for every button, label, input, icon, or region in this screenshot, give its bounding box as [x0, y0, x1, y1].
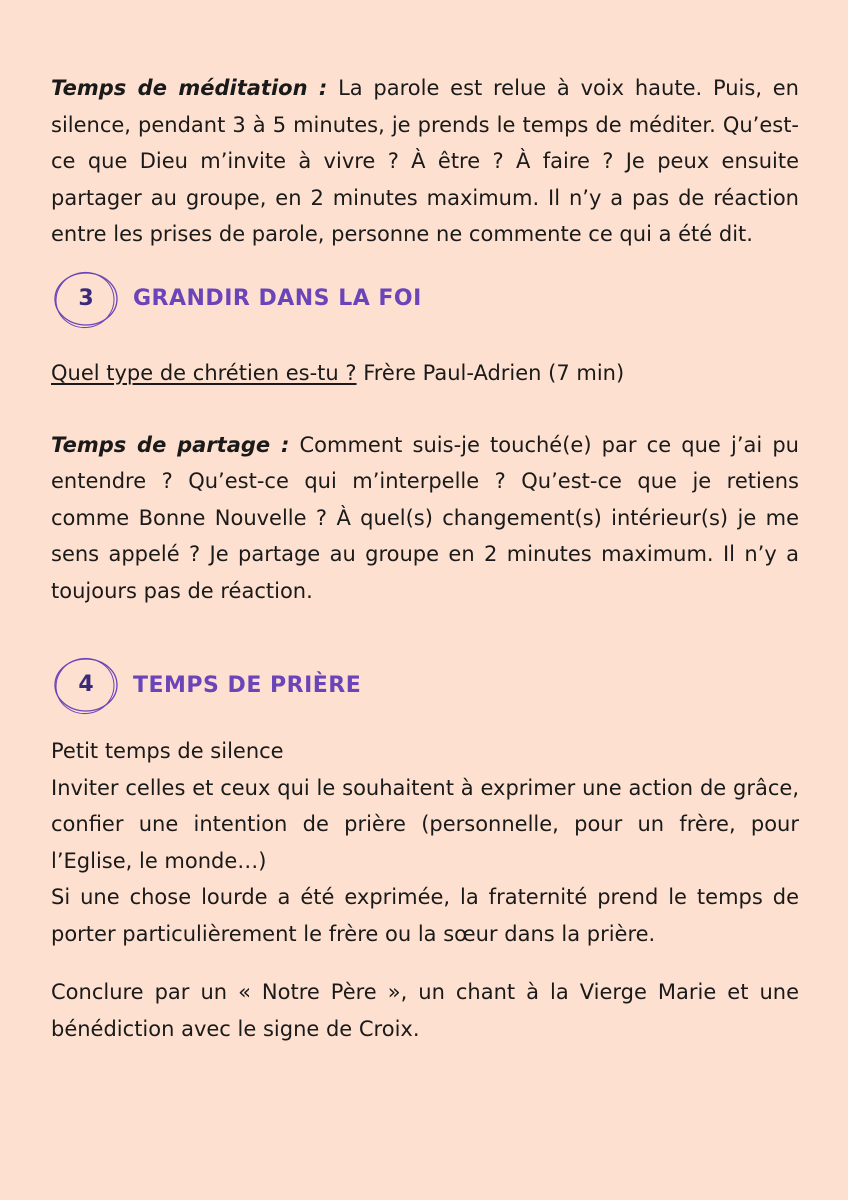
sharing-lead: Temps de partage : [51, 432, 290, 457]
section-4-title: TEMPS DE PRIÈRE [133, 672, 362, 698]
prayer-block [51, 733, 799, 952]
prayer-line-3: Si une chose lourde a été exprimée, la fraternité prend le temps de porter particulièrement le frère ou la sœur dans la prière. [51, 885, 799, 946]
meditation-paragraph [51, 70, 799, 253]
prayer-line-2: Inviter celles et ceux qui le souhaitent à exprimer une action de grâce, confier une intention de prière (personnelle, pour un frère, pour l’Eglise, le monde…) [51, 775, 799, 873]
section-3-heading [51, 269, 799, 329]
talk-title-link[interactable]: Quel type de chrétien es-tu ? [51, 360, 357, 385]
section-4-number-badge [51, 655, 121, 715]
sharing-text: Comment suis-je touché(e) par ce que j’ai pu entendre ? Qu’est-ce qui m’interpelle ? Qu’est-ce que je retiens comme Bonne Nouvelle ? À quel(s) changement(s) intérieur(s) je me sens appelé ? Je partage au groupe en 2 minutes maximum. Il n’y a toujours pas de réaction. [51, 432, 799, 603]
section-4-number: 4 [78, 672, 94, 697]
page-content [51, 70, 799, 1047]
section-3-number: 3 [78, 285, 94, 311]
section-3-title: GRANDIR DANS LA FOI [133, 286, 422, 311]
section-4-heading [51, 655, 799, 715]
talk-author: Frère Paul-Adrien (7 min) [356, 360, 625, 385]
talk-line [51, 355, 799, 391]
section-3-number-badge [51, 269, 121, 329]
meditation-text: La parole est relue à voix haute. Puis, en silence, pendant 3 à 5 minutes, je prends le temps de méditer. Qu’est-ce que Dieu m’invite à vivre ? À être ? À faire ? Je peux ensuite partager au groupe, en 2 minutes maximum. Il n’y a pas de réaction entre les prises de parole, personne ne commente ce qui a été dit. [51, 76, 799, 246]
conclusion-paragraph: Conclure par un « Notre Père », un chant à la Vierge Marie et une bénédiction avec le signe de Croix. [51, 980, 799, 1041]
sharing-paragraph [51, 427, 799, 610]
prayer-line-1: Petit temps de silence [51, 739, 284, 763]
meditation-lead: Temps de méditation : [51, 76, 328, 100]
